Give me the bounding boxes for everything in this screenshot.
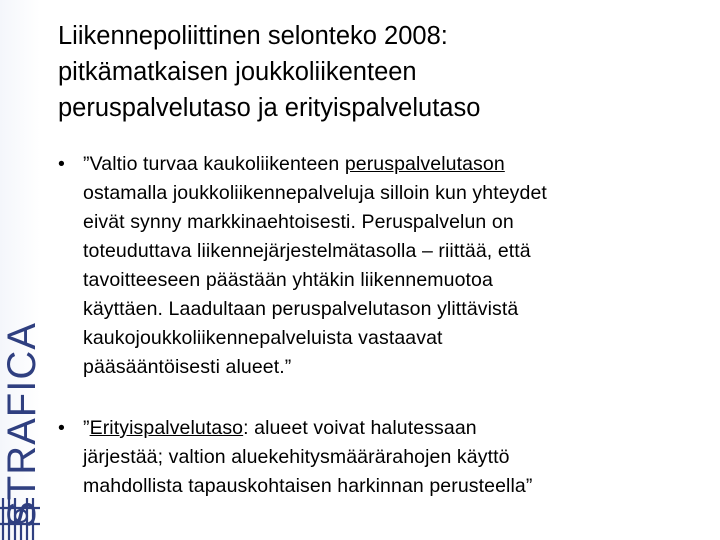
slide-title [58,18,698,126]
bullet-text: ”Valtio turvaa kaukoliikenteen [83,153,345,175]
bullet-line [83,150,698,179]
title-line: peruspalvelutaso ja erityispalvelutaso [58,94,481,122]
sidebar [0,0,44,540]
bullet-item-special-service [58,414,698,501]
underlined-term: peruspalvelutason [344,153,505,175]
bullet-line: kaukojoukkoliikennepalveluista vastaavat [83,327,443,349]
title-line: pitkämatkaisen joukkoliikenteen [58,58,417,86]
bullet-line: ostamalla joukkoliikennepalveluja silloin kun yhteydet [83,182,547,204]
bullet-line: käyttäen. Laadultaan peruspalvelutason ylittävistä [83,298,519,320]
bullet-line [83,414,698,443]
bullet-text: ” [83,417,90,439]
bullet-dot-icon: • [58,153,65,175]
bullet-dot-icon: • [58,417,65,439]
bullet-line: pääsääntöisesti alueet.” [83,356,292,378]
bullet-line: tavoitteeseen päästään yhtäkin liikennemuotoa [83,269,493,291]
bullet-line: järjestää; valtion aluekehitysmäärärahojen käyttö [83,446,510,468]
bullet-line: mahdollista tapauskohtaisen harkinnan perusteella” [83,475,533,497]
brand-logo-text: STRAFICA [0,322,44,528]
underlined-term: Erityispalvelutaso [89,417,244,439]
bullet-list [58,150,698,501]
bullet-text: : alueet voivat halutessaan [243,417,477,439]
bullet-item-basic-service [58,150,698,382]
title-line: Liikennepoliittinen selonteko 2008: [58,22,448,50]
brand-symbol-icon [0,498,40,540]
bullet-line: toteuduttava liikennejärjestelmätasolla – riittää, että [83,240,531,262]
bullet-line: eivät synny markkinaehtoisesti. Peruspalvelun on [83,211,514,233]
